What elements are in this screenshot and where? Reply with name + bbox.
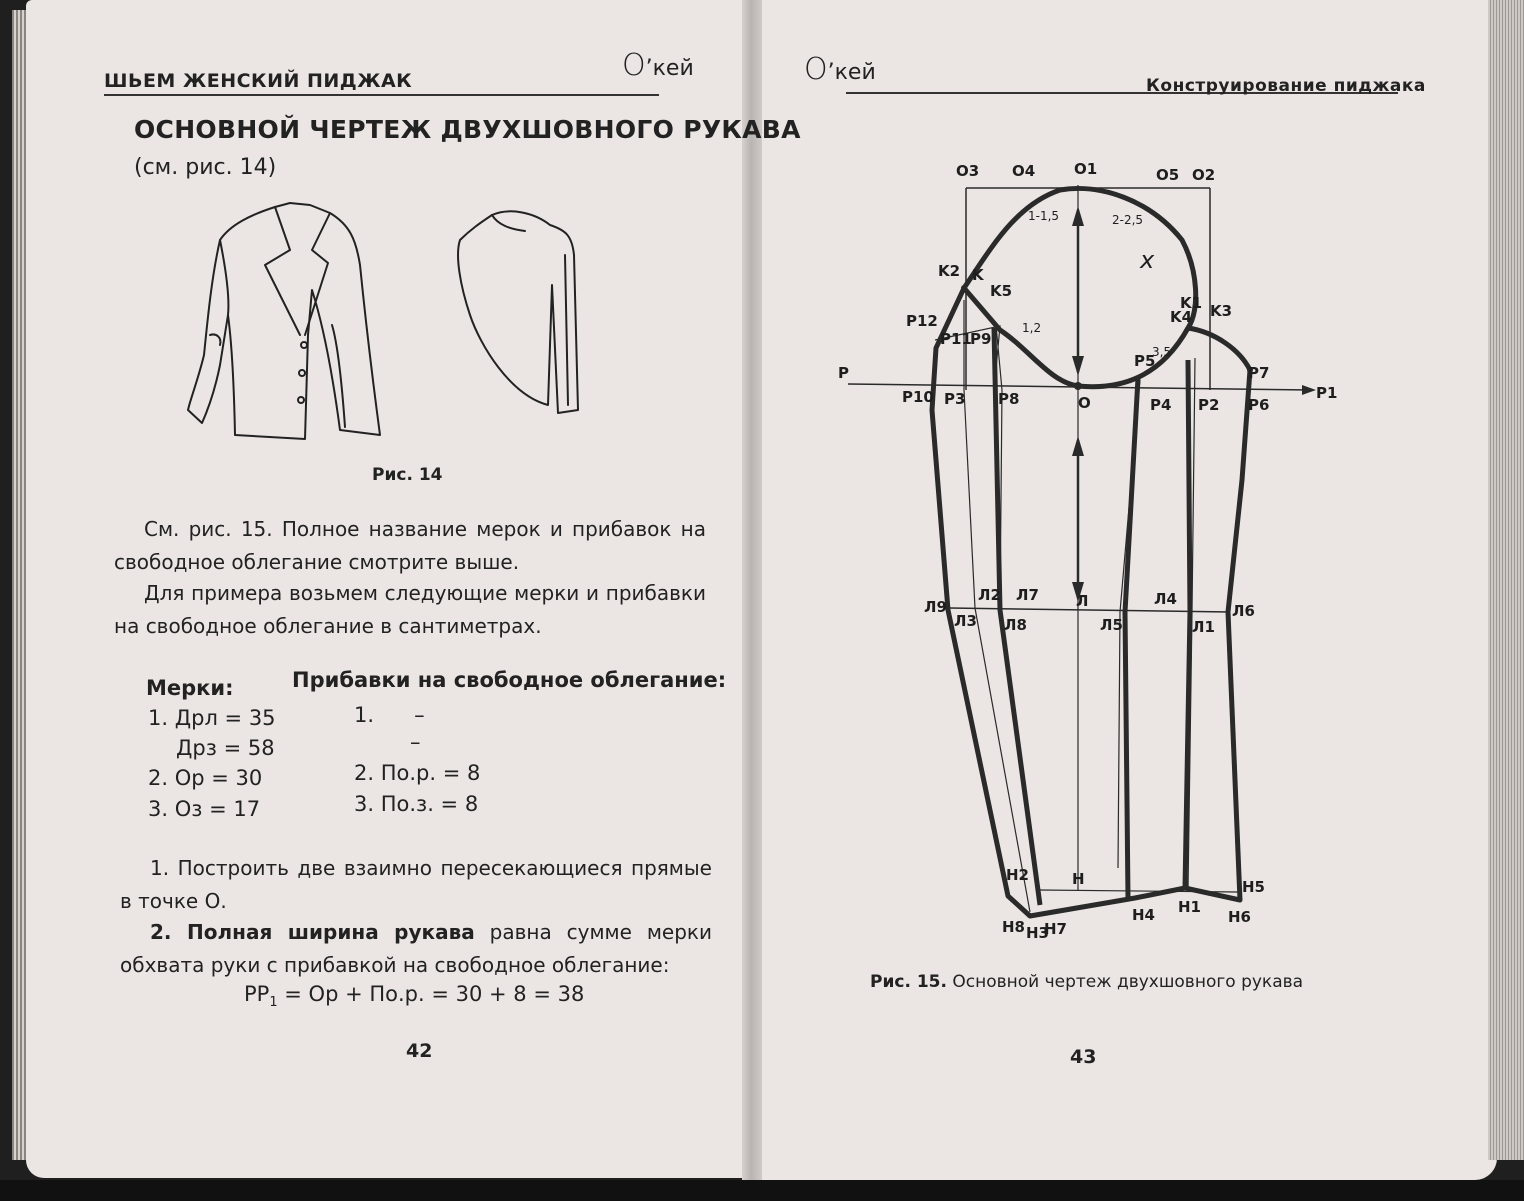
label-k4: K4 (1170, 308, 1193, 326)
left-head-rule (104, 94, 659, 96)
allowance-4: 3. По.з. = 8 (354, 792, 479, 816)
right-brand (804, 52, 876, 87)
label-p8: P8 (998, 390, 1020, 408)
jacket-back-outline (458, 211, 578, 413)
label-k: K (972, 266, 984, 284)
label-m1: 1-1,5 (1028, 209, 1060, 223)
formula-b: = Ор + По.р. = 30 + 8 = 38 (277, 982, 585, 1006)
label-k3: K3 (1210, 302, 1233, 320)
book-spine (742, 0, 762, 1180)
label-p2: P2 (1198, 396, 1220, 414)
right-running-head: Конструирование пиджака (1146, 76, 1426, 96)
measure-2: Дрз = 58 (176, 736, 275, 760)
label-h: H (1072, 870, 1085, 888)
jacket-illustration (180, 195, 600, 445)
label-m2: 2-2,5 (1112, 213, 1144, 227)
brand-letter: O (622, 48, 646, 83)
paragraph-1: См. рис. 15. Полное название мерок и прибавок на свободное облегание смотрите выше. (114, 517, 706, 574)
step-2-rest: равна сумме мерки обхвата руки с прибавкой на свободное облегание: (120, 920, 712, 977)
page-edges-right (1488, 0, 1524, 1160)
allowances-header: Прибавки на свободное облегание: (292, 668, 727, 692)
formula-sub: 1 (269, 995, 278, 1011)
paragraph-2: Для примера возьмем следующие мерки и прибавки на свободное облегание в сантиметрах. (114, 581, 706, 638)
label-l: Л (1076, 592, 1089, 610)
label-k2: K2 (938, 262, 961, 280)
label-o4: O4 (1012, 162, 1036, 180)
section-ref: (см. рис. 14) (134, 155, 277, 180)
label-p7: P7 (1248, 364, 1270, 382)
brand-suffix: ’кей (827, 60, 876, 85)
label-h2: H2 (1006, 866, 1029, 884)
scan-border (0, 1180, 1524, 1201)
left-brand (622, 48, 694, 83)
label-k1: K1 (1180, 294, 1203, 312)
fig15-caption (870, 972, 1303, 992)
sleeve-drawing (830, 150, 1350, 950)
measures-header: Мерки: (146, 676, 234, 700)
label-h3: H3 (1026, 924, 1049, 942)
left-page-number: 42 (406, 1040, 433, 1062)
label-o3: O3 (956, 162, 980, 180)
brand-suffix: ’кей (645, 56, 694, 81)
label-l1: Л1 (1192, 618, 1215, 636)
step-2 (120, 916, 712, 982)
label-x: x (1140, 246, 1155, 274)
right-page-number: 43 (1070, 1046, 1097, 1068)
label-l5: Л5 (1100, 616, 1123, 634)
label-h1: H1 (1178, 898, 1201, 916)
fig15-caption-rest: Основной чертеж двухшовного рукава (946, 972, 1304, 992)
jacket-front-outline (188, 203, 380, 439)
label-o1: O1 (1074, 160, 1098, 178)
formula-a: РР (244, 982, 270, 1006)
label-h4: H4 (1132, 906, 1155, 924)
label-l4: Л4 (1154, 590, 1177, 608)
label-p5: P5 (1134, 352, 1156, 370)
allowance-2: – (410, 730, 421, 754)
measure-3: 2. Ор = 30 (148, 766, 263, 790)
label-l8: Л8 (1004, 616, 1027, 634)
label-o2: O2 (1192, 166, 1216, 184)
left-running-head: ШЬЕМ ЖЕНСКИЙ ПИДЖАК (104, 70, 413, 92)
label-p4: P4 (1150, 396, 1172, 414)
brand-letter: O (804, 52, 828, 87)
measure-1: 1. Дрл = 35 (148, 706, 276, 730)
label-l3: Л3 (954, 612, 977, 630)
label-h5: H5 (1242, 878, 1265, 896)
section-title: ОСНОВНОЙ ЧЕРТЕЖ ДВУХШОВНОГО РУКАВА (134, 115, 801, 144)
label-p6: P6 (1248, 396, 1270, 414)
label-h6: H6 (1228, 908, 1251, 926)
fig14-caption: Рис. 14 (372, 465, 443, 485)
label-m4: 3,5 (1152, 345, 1172, 359)
label-p10: P10 (902, 388, 934, 406)
label-p1: P1 (1316, 384, 1338, 402)
measure-4: 3. Оз = 17 (148, 797, 261, 821)
label-h7: H7 (1044, 920, 1067, 938)
label-p3: P3 (944, 390, 966, 408)
label-l7: Л7 (1016, 586, 1039, 604)
fig15-caption-bold: Рис. 15. (870, 972, 947, 992)
label-l2: Л2 (978, 586, 1001, 604)
label-o: O (1078, 394, 1091, 412)
label-o5: O5 (1156, 166, 1180, 184)
label-p9: P9 (970, 330, 992, 348)
label-p11: P11 (940, 330, 972, 348)
label-k5: K5 (990, 282, 1013, 300)
label-p: P (838, 364, 849, 382)
allowance-1: 1. – (354, 703, 425, 727)
allowance-3: 2. По.р. = 8 (354, 761, 481, 785)
step-1: 1. Построить две взаимно пересекающиеся прямые в точке О. (120, 856, 712, 913)
label-p12: P12 (906, 312, 938, 330)
label-m3: 1,2 (1022, 321, 1042, 335)
label-l6: Л6 (1232, 602, 1255, 620)
step-2-bold: 2. Полная ширина рукава (150, 920, 475, 944)
sleeve-outline (932, 188, 1250, 916)
label-l9: Л9 (924, 598, 947, 616)
formula (244, 982, 584, 1010)
label-h8: H8 (1002, 918, 1025, 936)
